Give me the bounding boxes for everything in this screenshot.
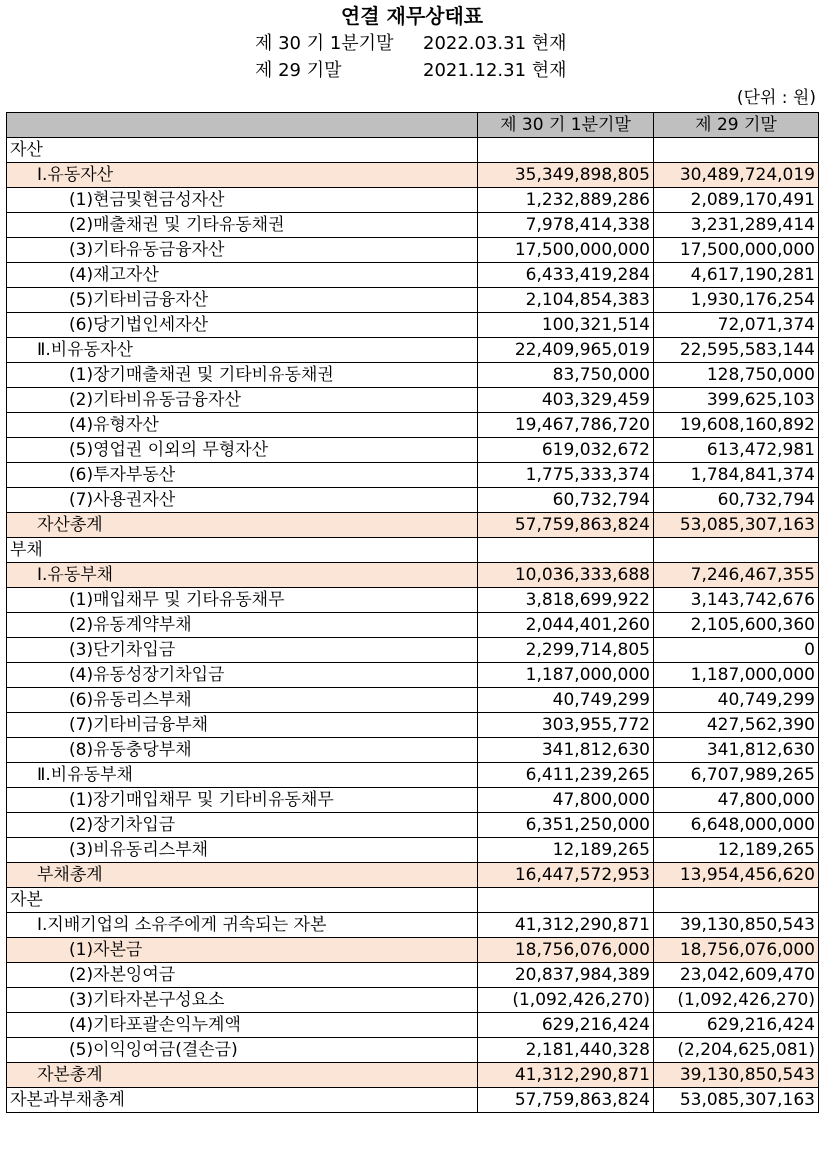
- current-period-amount: 2,299,714,805: [478, 638, 654, 663]
- table-row: [7, 863, 819, 888]
- account-name: Ⅱ.비유동부채: [7, 763, 478, 788]
- current-period-amount: 629,216,424: [478, 1013, 654, 1038]
- current-period-amount: 16,447,572,953: [478, 863, 654, 888]
- account-name: Ⅰ.유동자산: [7, 163, 478, 188]
- account-name: (6)유동리스부채: [7, 688, 478, 713]
- header-current-period: 제 30 기 1분기말: [478, 113, 654, 138]
- table-row: [7, 388, 819, 413]
- prior-period-amount: 7,246,467,355: [654, 563, 819, 588]
- account-name: (2)매출채권 및 기타유동채권: [7, 213, 478, 238]
- current-period-amount: 6,433,419,284: [478, 263, 654, 288]
- table-row: [7, 663, 819, 688]
- current-period-amount: 1,232,889,286: [478, 188, 654, 213]
- table-row: [7, 1088, 819, 1113]
- prior-period-amount: 17,500,000,000: [654, 238, 819, 263]
- account-name: Ⅰ.유동부채: [7, 563, 478, 588]
- prior-period-amount: [654, 538, 819, 563]
- table-row: [7, 163, 819, 188]
- prior-period-amount: 427,562,390: [654, 713, 819, 738]
- table-row: [7, 738, 819, 763]
- prior-period-amount: 60,732,794: [654, 488, 819, 513]
- prior-period-amount: 128,750,000: [654, 363, 819, 388]
- current-period-amount: 303,955,772: [478, 713, 654, 738]
- current-period-label: 제 30 기 1분기말: [255, 33, 394, 54]
- account-name: (6)투자부동산: [7, 463, 478, 488]
- current-period-amount: 341,812,630: [478, 738, 654, 763]
- prior-period-amount: 341,812,630: [654, 738, 819, 763]
- account-name: (4)기타포괄손익누계액: [7, 1013, 478, 1038]
- table-row: [7, 588, 819, 613]
- table-row: [7, 838, 819, 863]
- account-name: (6)당기법인세자산: [7, 313, 478, 338]
- prior-period-amount: 399,625,103: [654, 388, 819, 413]
- prior-period-amount: 629,216,424: [654, 1013, 819, 1038]
- account-name: 자본총계: [7, 1063, 478, 1088]
- table-row: [7, 688, 819, 713]
- current-period-amount: 35,349,898,805: [478, 163, 654, 188]
- current-period-amount: 2,181,440,328: [478, 1038, 654, 1063]
- prior-period-amount: 22,595,583,144: [654, 338, 819, 363]
- account-name: (5)기타비금융자산: [7, 288, 478, 313]
- table-row: [7, 1063, 819, 1088]
- table-row: [7, 238, 819, 263]
- current-period-amount: 60,732,794: [478, 488, 654, 513]
- current-period-amount: 619,032,672: [478, 438, 654, 463]
- prior-period-amount: 6,707,989,265: [654, 763, 819, 788]
- table-row: [7, 513, 819, 538]
- current-period-amount: 17,500,000,000: [478, 238, 654, 263]
- prior-period-amount: 613,472,981: [654, 438, 819, 463]
- table-row: [7, 1038, 819, 1063]
- current-period-amount: 6,351,250,000: [478, 813, 654, 838]
- account-name: (8)유동충당부채: [7, 738, 478, 763]
- prior-period-amount: 12,189,265: [654, 838, 819, 863]
- current-period-amount: [478, 888, 654, 913]
- prior-period-amount: 3,231,289,414: [654, 213, 819, 238]
- account-name: (2)자본잉여금: [7, 963, 478, 988]
- table-header-row: [7, 113, 819, 138]
- current-period-amount: [478, 538, 654, 563]
- table-row: [7, 988, 819, 1013]
- account-name: Ⅱ.비유동자산: [7, 338, 478, 363]
- account-name: 부채총계: [7, 863, 478, 888]
- prior-period-amount: 72,071,374: [654, 313, 819, 338]
- current-period-amount: 3,818,699,922: [478, 588, 654, 613]
- account-name: (5)영업권 이외의 무형자산: [7, 438, 478, 463]
- prior-period-amount: 19,608,160,892: [654, 413, 819, 438]
- prior-period-label: 제 29 기말: [255, 60, 342, 81]
- current-period-amount: 19,467,786,720: [478, 413, 654, 438]
- current-period-amount: 2,044,401,260: [478, 613, 654, 638]
- account-name: 자본과부채총계: [7, 1088, 478, 1113]
- prior-period-date: 2021.12.31 현재: [423, 60, 567, 81]
- current-period-amount: 1,775,333,374: [478, 463, 654, 488]
- current-period-amount: 7,978,414,338: [478, 213, 654, 238]
- prior-period-amount: 23,042,609,470: [654, 963, 819, 988]
- current-period-amount: 10,036,333,688: [478, 563, 654, 588]
- table-row: [7, 563, 819, 588]
- table-row: [7, 538, 819, 563]
- table-row: [7, 188, 819, 213]
- prior-period-amount: 2,105,600,360: [654, 613, 819, 638]
- current-period-amount: 6,411,239,265: [478, 763, 654, 788]
- current-period-amount: 22,409,965,019: [478, 338, 654, 363]
- current-period-amount: 18,756,076,000: [478, 938, 654, 963]
- table-row: [7, 263, 819, 288]
- table-row: [7, 613, 819, 638]
- account-name: (3)기타유동금융자산: [7, 238, 478, 263]
- table-row: [7, 788, 819, 813]
- current-period-amount: 41,312,290,871: [478, 1063, 654, 1088]
- prior-period-amount: 18,756,076,000: [654, 938, 819, 963]
- prior-period-amount: [654, 138, 819, 163]
- current-period-amount: 100,321,514: [478, 313, 654, 338]
- table-row: [7, 363, 819, 388]
- table-row: [7, 413, 819, 438]
- prior-period-amount: (2,204,625,081): [654, 1038, 819, 1063]
- account-name: (2)유동계약부채: [7, 613, 478, 638]
- prior-period-amount: 4,617,190,281: [654, 263, 819, 288]
- prior-period-amount: 47,800,000: [654, 788, 819, 813]
- account-name: (1)장기매입채무 및 기타비유동채무: [7, 788, 478, 813]
- prior-period-amount: 39,130,850,543: [654, 1063, 819, 1088]
- account-name: (5)이익잉여금(결손금): [7, 1038, 478, 1063]
- prior-period-amount: 0: [654, 638, 819, 663]
- table-row: [7, 638, 819, 663]
- table-row: [7, 713, 819, 738]
- table-row: [7, 463, 819, 488]
- current-period-amount: 403,329,459: [478, 388, 654, 413]
- prior-period-amount: (1,092,426,270): [654, 988, 819, 1013]
- prior-period-amount: 1,930,176,254: [654, 288, 819, 313]
- account-name: (1)장기매출채권 및 기타비유동채권: [7, 363, 478, 388]
- unit-label: (단위 : 원): [736, 88, 816, 108]
- current-period-date: 2022.03.31 현재: [423, 33, 567, 54]
- table-body: [7, 138, 819, 1113]
- table-row: [7, 313, 819, 338]
- prior-period-amount: 13,954,456,620: [654, 863, 819, 888]
- prior-period-amount: 3,143,742,676: [654, 588, 819, 613]
- account-name: (3)기타자본구성요소: [7, 988, 478, 1013]
- table-row: [7, 963, 819, 988]
- account-name: (4)유동성장기차입금: [7, 663, 478, 688]
- table-row: [7, 438, 819, 463]
- account-name: (4)재고자산: [7, 263, 478, 288]
- table-row: [7, 288, 819, 313]
- current-period-amount: 47,800,000: [478, 788, 654, 813]
- table-row: [7, 763, 819, 788]
- account-name: (3)비유동리스부채: [7, 838, 478, 863]
- table-row: [7, 488, 819, 513]
- prior-period-amount: 53,085,307,163: [654, 513, 819, 538]
- balance-sheet-table: [6, 112, 819, 1113]
- account-name: (7)사용권자산: [7, 488, 478, 513]
- account-name: (1)현금및현금성자산: [7, 188, 478, 213]
- table-row: [7, 888, 819, 913]
- statement-title: 연결 재무상태표: [340, 4, 484, 28]
- current-period-amount: [478, 138, 654, 163]
- prior-period-amount: 6,648,000,000: [654, 813, 819, 838]
- prior-period-amount: 1,187,000,000: [654, 663, 819, 688]
- account-name: (7)기타비금융부채: [7, 713, 478, 738]
- current-period-amount: 40,749,299: [478, 688, 654, 713]
- prior-period-amount: 1,784,841,374: [654, 463, 819, 488]
- current-period-amount: 20,837,984,389: [478, 963, 654, 988]
- prior-period-amount: 53,085,307,163: [654, 1088, 819, 1113]
- account-name: 부채: [7, 538, 478, 563]
- current-period-amount: 41,312,290,871: [478, 913, 654, 938]
- current-period-amount: 1,187,000,000: [478, 663, 654, 688]
- current-period-amount: 57,759,863,824: [478, 1088, 654, 1113]
- prior-period-amount: 2,089,170,491: [654, 188, 819, 213]
- account-name: (2)기타비유동금융자산: [7, 388, 478, 413]
- prior-period-amount: 39,130,850,543: [654, 913, 819, 938]
- account-name: 자산총계: [7, 513, 478, 538]
- account-name: (1)자본금: [7, 938, 478, 963]
- table-row: [7, 138, 819, 163]
- account-name: (2)장기차입금: [7, 813, 478, 838]
- table-row: [7, 1013, 819, 1038]
- prior-period-amount: [654, 888, 819, 913]
- current-period-amount: (1,092,426,270): [478, 988, 654, 1013]
- table-row: [7, 913, 819, 938]
- current-period-amount: 12,189,265: [478, 838, 654, 863]
- table-row: [7, 813, 819, 838]
- table-row: [7, 938, 819, 963]
- account-name: 자산: [7, 138, 478, 163]
- current-period-amount: 2,104,854,383: [478, 288, 654, 313]
- account-name: (3)단기차입금: [7, 638, 478, 663]
- prior-period-amount: 30,489,724,019: [654, 163, 819, 188]
- current-period-amount: 57,759,863,824: [478, 513, 654, 538]
- account-name: (4)유형자산: [7, 413, 478, 438]
- current-period-amount: 83,750,000: [478, 363, 654, 388]
- table-row: [7, 338, 819, 363]
- account-name: Ⅰ.지배기업의 소유주에게 귀속되는 자본: [7, 913, 478, 938]
- header-prior-period: 제 29 기말: [654, 113, 819, 138]
- header-account: [7, 113, 478, 138]
- table-row: [7, 213, 819, 238]
- account-name: (1)매입채무 및 기타유동채무: [7, 588, 478, 613]
- prior-period-amount: 40,749,299: [654, 688, 819, 713]
- account-name: 자본: [7, 888, 478, 913]
